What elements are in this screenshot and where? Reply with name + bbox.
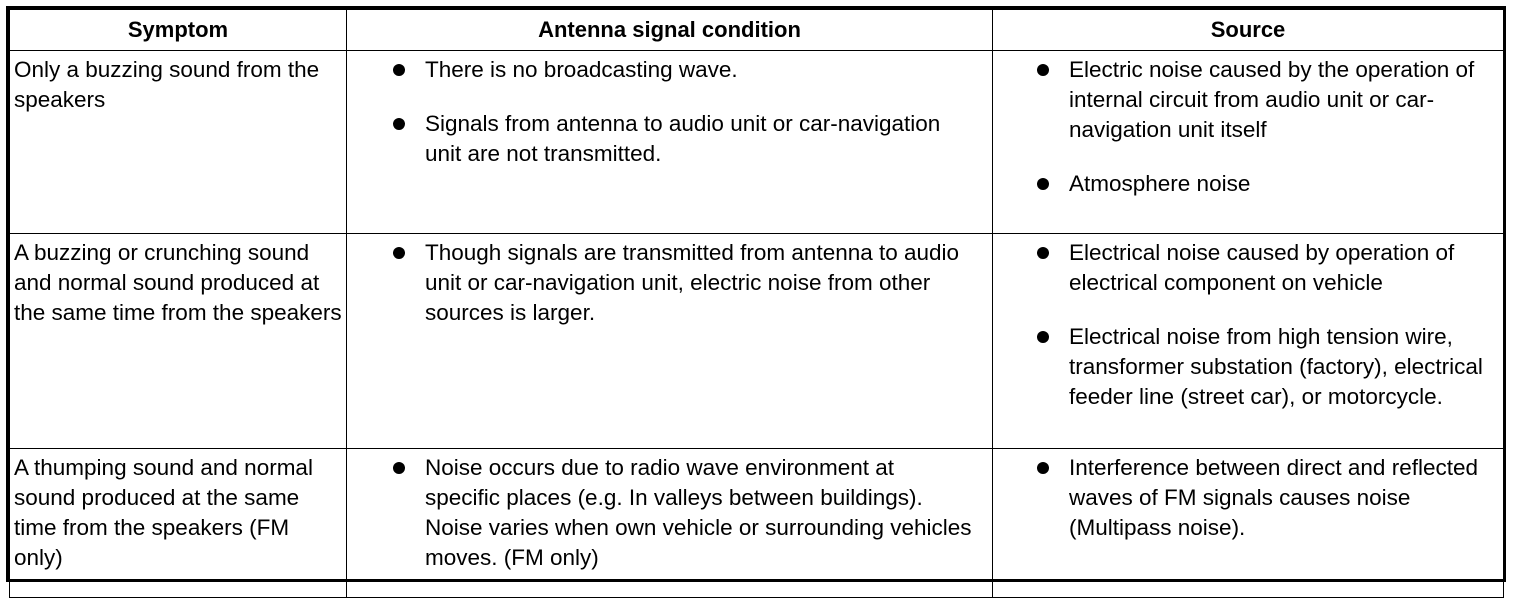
- bullet-text: Though signals are transmitted from antenna to audio unit or car-navigation unit, electric noise from other sources is larger.: [425, 240, 960, 325]
- bullet-icon: [1037, 462, 1049, 474]
- bullet-text: Signals from antenna to audio unit or car-navigation unit are not transmitted.: [425, 111, 941, 166]
- antenna-cell: [347, 51, 993, 234]
- bullet-list: [1037, 55, 1493, 199]
- list-item: [1037, 322, 1493, 412]
- bullet-icon: [1037, 247, 1049, 259]
- bullet-icon: [1037, 331, 1049, 343]
- bullet-text: Electrical noise from high tension wire, transformer substation (factory), electrical feeder line (street car), or motorcycle.: [1069, 324, 1483, 409]
- bullet-icon: [1037, 64, 1049, 76]
- source-cell: [993, 449, 1504, 598]
- header-source: Source: [993, 10, 1504, 51]
- bullet-list: [393, 238, 972, 328]
- list-item: [393, 238, 972, 328]
- symptom-cell: Only a buzzing sound from the speakers: [10, 51, 347, 234]
- list-item: [393, 55, 972, 85]
- bullet-list: [393, 453, 972, 573]
- list-item: [1037, 453, 1493, 543]
- table-row: [10, 51, 1504, 234]
- table-row: [10, 234, 1504, 449]
- header-symptom: Symptom: [10, 10, 347, 51]
- bullet-text: Interference between direct and reflected waves of FM signals causes noise (Multipass noise).: [1069, 455, 1478, 540]
- list-item: [1037, 55, 1493, 145]
- bullet-text: Noise occurs due to radio wave environment at specific places (e.g. In valleys between buildings). Noise varies when own vehicle or surrounding vehicles moves. (FM only): [425, 455, 972, 570]
- header-antenna-signal-condition: Antenna signal condition: [347, 10, 993, 51]
- bullet-icon: [393, 247, 405, 259]
- bullet-icon: [393, 64, 405, 76]
- list-item: [1037, 238, 1493, 298]
- bullet-text: Electrical noise caused by operation of electrical component on vehicle: [1069, 240, 1455, 295]
- bullet-list: [393, 55, 972, 169]
- table: [9, 9, 1504, 598]
- bullet-icon: [393, 462, 405, 474]
- symptom-cell: A buzzing or crunching sound and normal sound produced at the same time from the speakers: [10, 234, 347, 449]
- bullet-icon: [393, 118, 405, 130]
- list-item: [393, 453, 972, 573]
- bullet-list: [1037, 238, 1493, 412]
- header-row: [10, 10, 1504, 51]
- antenna-cell: [347, 234, 993, 449]
- source-cell: [993, 234, 1504, 449]
- list-item: [1037, 169, 1493, 199]
- noise-diagnosis-table: [6, 6, 1506, 582]
- bullet-text: There is no broadcasting wave.: [425, 57, 738, 82]
- antenna-cell: [347, 449, 993, 598]
- bullet-text: Atmosphere noise: [1069, 171, 1251, 196]
- symptom-cell: A thumping sound and normal sound produced at the same time from the speakers (FM only): [10, 449, 347, 598]
- bullet-list: [1037, 453, 1493, 543]
- source-cell: [993, 51, 1504, 234]
- list-item: [393, 109, 972, 169]
- bullet-text: Electric noise caused by the operation of internal circuit from audio unit or car-navigation unit itself: [1069, 57, 1475, 142]
- table-row: [10, 449, 1504, 598]
- bullet-icon: [1037, 178, 1049, 190]
